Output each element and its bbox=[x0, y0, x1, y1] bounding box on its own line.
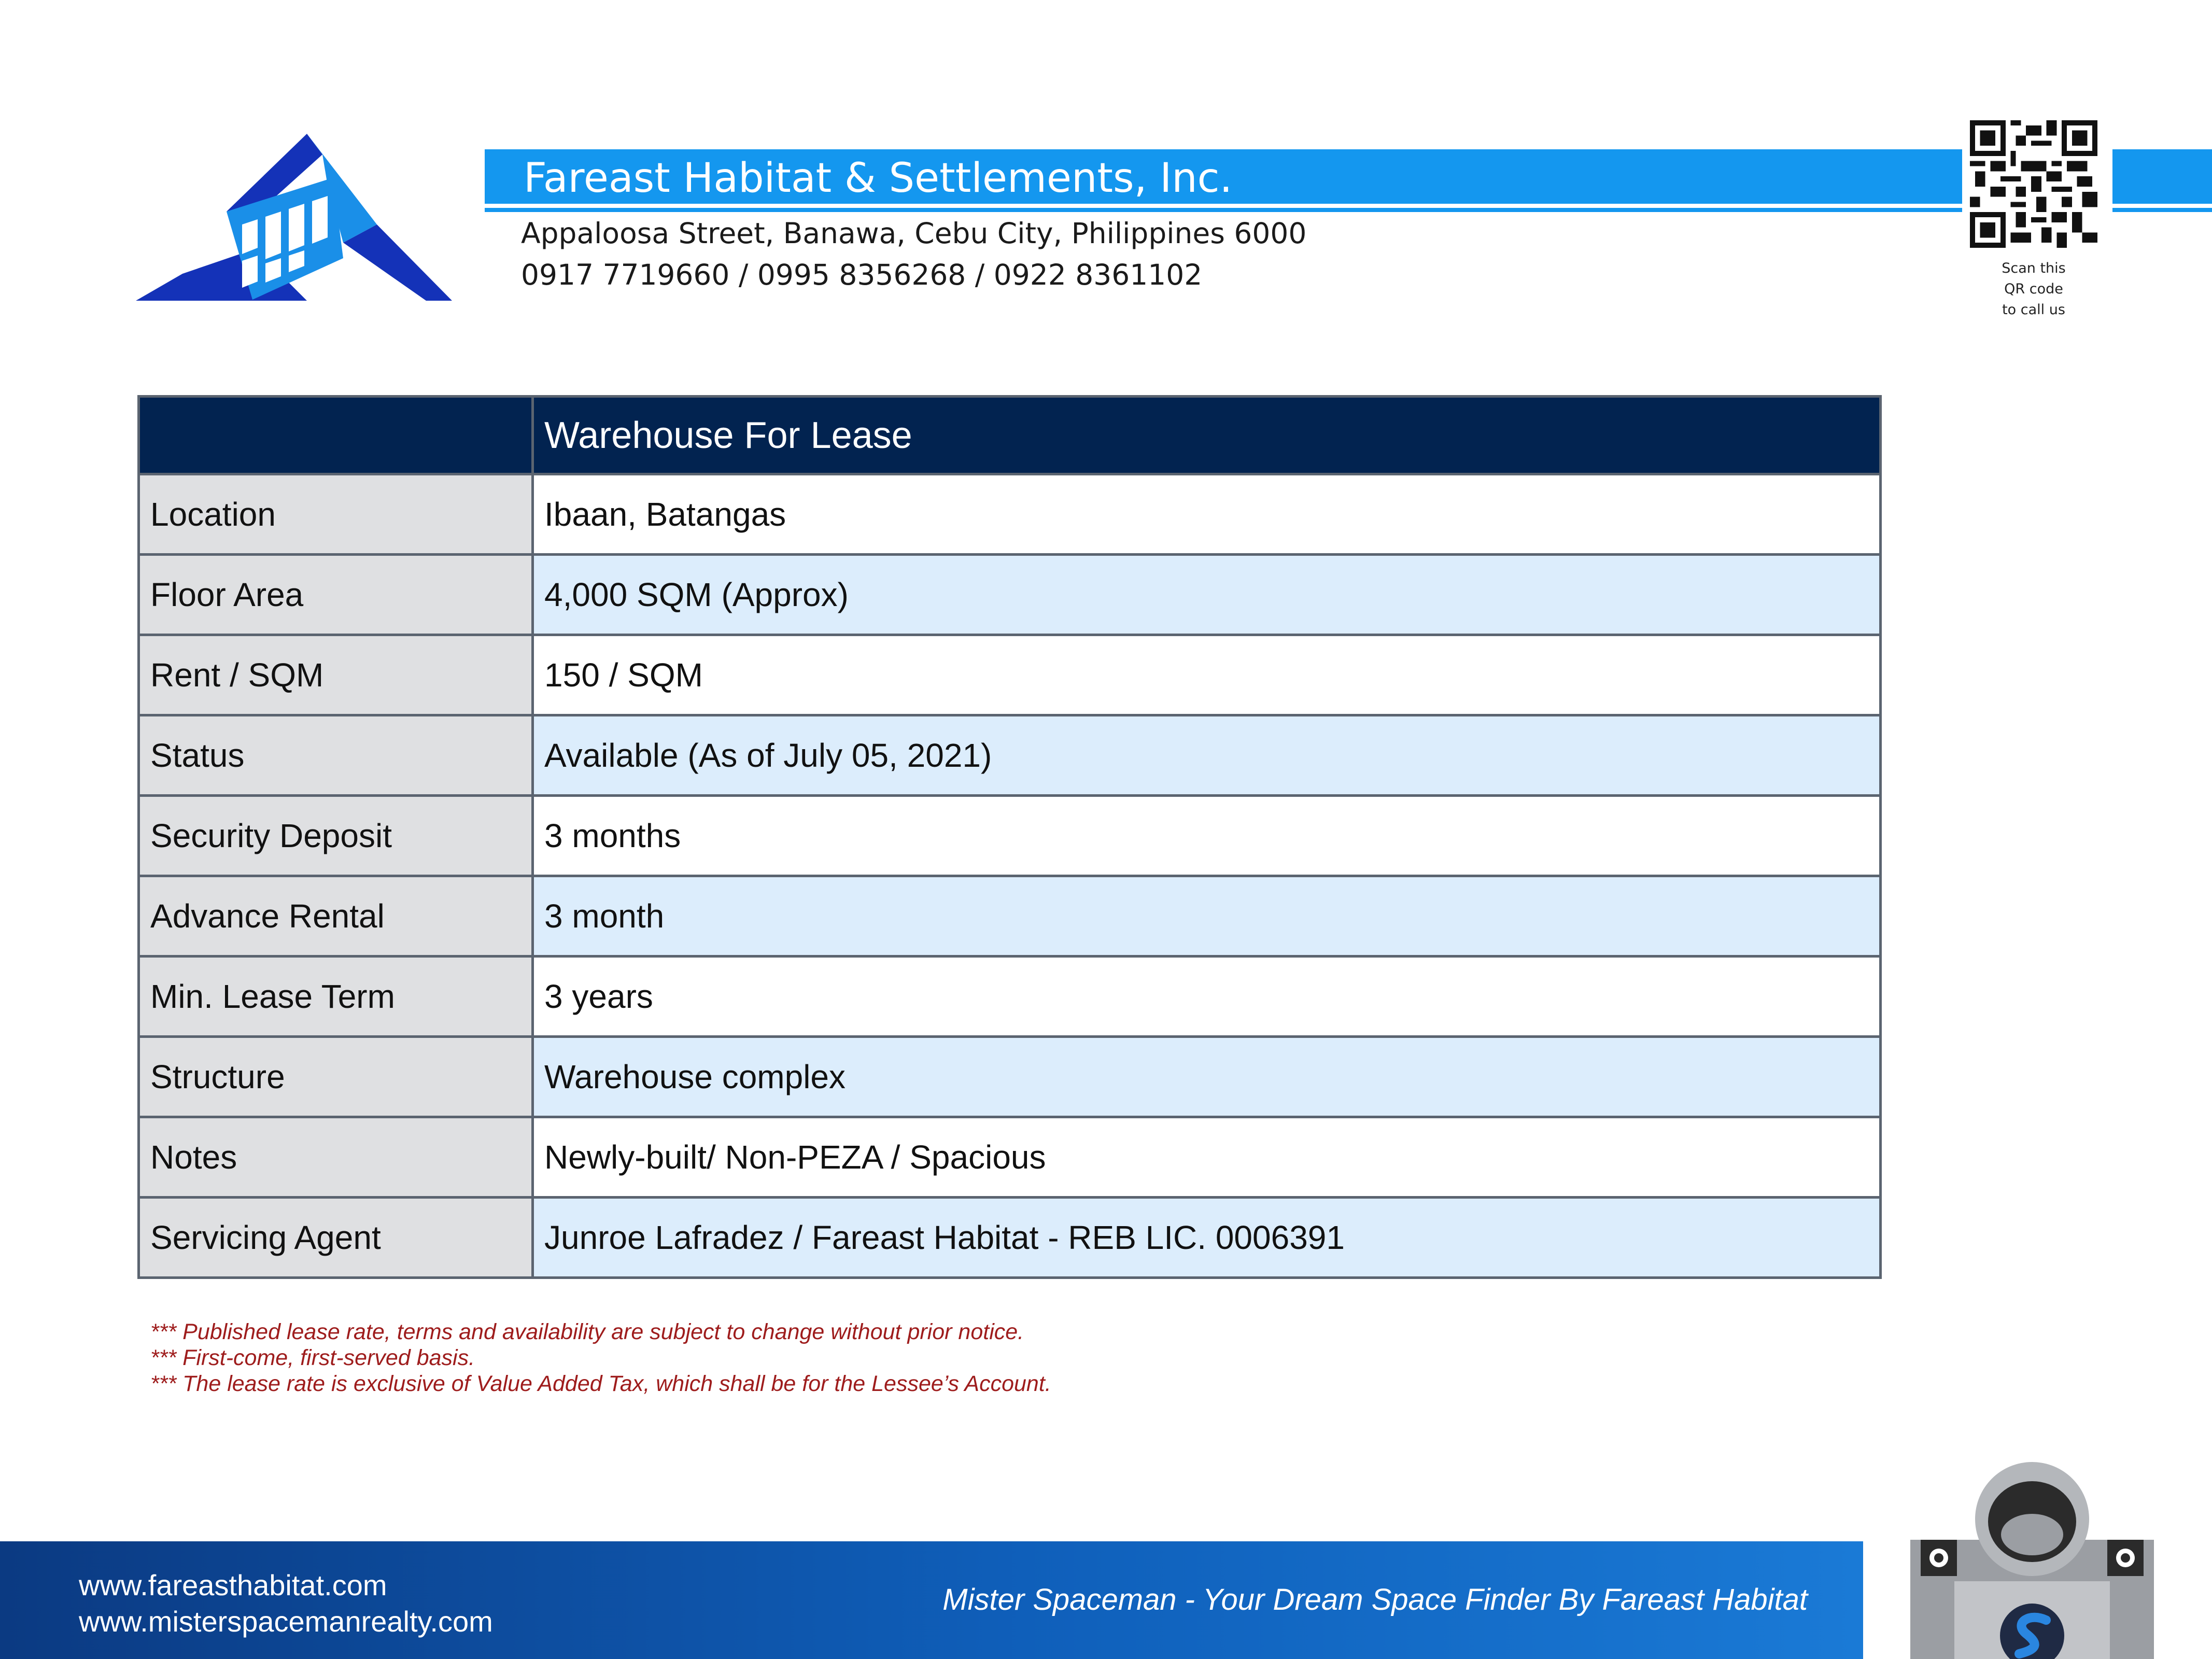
table-row bbox=[139, 1198, 1881, 1278]
row-label: Servicing Agent bbox=[139, 1198, 533, 1278]
row-label: Security Deposit bbox=[139, 796, 533, 876]
row-value: Available (As of July 05, 2021) bbox=[533, 715, 1881, 796]
header-rule bbox=[485, 208, 1962, 212]
table-row bbox=[139, 876, 1881, 957]
row-value: 3 years bbox=[533, 957, 1881, 1037]
listing-table bbox=[137, 395, 1882, 1279]
disclaimer-line: *** First-come, first-served basis. bbox=[150, 1345, 475, 1370]
listing-title: Warehouse For Lease bbox=[533, 397, 1881, 474]
qr-caption-line: Scan this bbox=[2002, 260, 2066, 276]
row-label: Status bbox=[139, 715, 533, 796]
footer-website-link[interactable]: www.misterspacemanrealty.com bbox=[79, 1605, 493, 1638]
table-row bbox=[139, 474, 1881, 555]
table-row bbox=[139, 1117, 1881, 1198]
qr-code-icon[interactable] bbox=[1970, 120, 2097, 248]
table-header-label bbox=[139, 397, 533, 474]
row-label: Structure bbox=[139, 1037, 533, 1117]
company-phones: 0917 7719660 / 0995 8356268 / 0922 8361102 bbox=[521, 258, 1203, 291]
table-row bbox=[139, 796, 1881, 876]
row-value: 3 months bbox=[533, 796, 1881, 876]
row-label: Rent / SQM bbox=[139, 635, 533, 715]
table-row bbox=[139, 1037, 1881, 1117]
table-row bbox=[139, 715, 1881, 796]
company-name: Fareast Habitat & Settlements, Inc. bbox=[524, 155, 1233, 202]
header-title-bar-right bbox=[2112, 149, 2212, 204]
row-value: Junroe Lafradez / Fareast Habitat - REB LIC. 0006391 bbox=[533, 1198, 1881, 1278]
footer-website-link[interactable]: www.fareasthabitat.com bbox=[79, 1569, 387, 1601]
qr-caption bbox=[1970, 258, 2097, 320]
row-label: Floor Area bbox=[139, 555, 533, 635]
row-label: Advance Rental bbox=[139, 876, 533, 957]
row-value: Newly-built/ Non-PEZA / Spacious bbox=[533, 1117, 1881, 1198]
table-header-row bbox=[139, 397, 1881, 474]
row-label: Notes bbox=[139, 1117, 533, 1198]
company-logo bbox=[136, 134, 452, 302]
row-value: Warehouse complex bbox=[533, 1037, 1881, 1117]
table-row bbox=[139, 555, 1881, 635]
row-value: 150 / SQM bbox=[533, 635, 1881, 715]
row-label: Min. Lease Term bbox=[139, 957, 533, 1037]
qr-caption-line: to call us bbox=[2002, 302, 2065, 318]
disclaimer-notes bbox=[150, 1319, 1051, 1397]
header-rule-right bbox=[2112, 208, 2212, 212]
company-address: Appaloosa Street, Banawa, Cebu City, Philippines 6000 bbox=[521, 217, 1307, 250]
row-value: 4,000 SQM (Approx) bbox=[533, 555, 1881, 635]
table-row bbox=[139, 635, 1881, 715]
disclaimer-line: *** Published lease rate, terms and availability are subject to change without prior notice. bbox=[150, 1319, 1024, 1344]
row-value: Ibaan, Batangas bbox=[533, 474, 1881, 555]
mascot-icon bbox=[1910, 1462, 2154, 1659]
table-row bbox=[139, 957, 1881, 1037]
qr-caption-line: QR code bbox=[2004, 281, 2063, 297]
disclaimer-line: *** The lease rate is exclusive of Value Added Tax, which shall be for the Lessee’s Account. bbox=[150, 1371, 1051, 1396]
row-label: Location bbox=[139, 474, 533, 555]
footer-tagline: Mister Spaceman - Your Dream Space Finder By Fareast Habitat bbox=[942, 1583, 1808, 1616]
row-value: 3 month bbox=[533, 876, 1881, 957]
